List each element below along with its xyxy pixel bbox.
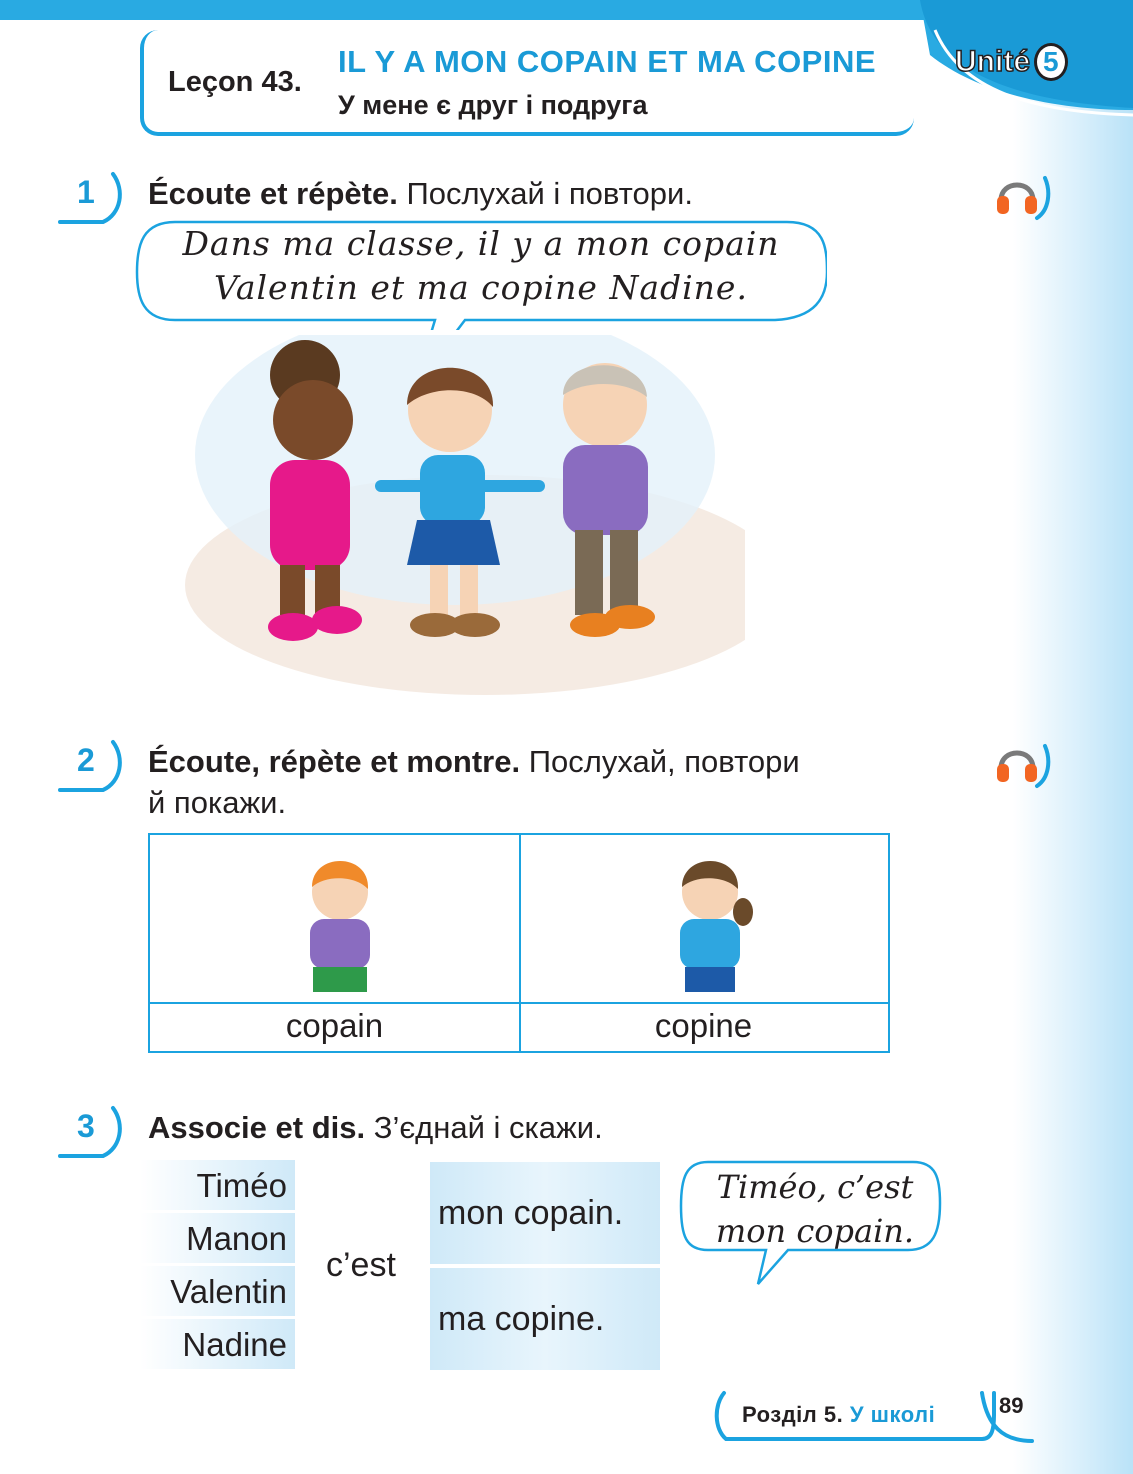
exercise-1-instruction (148, 176, 693, 212)
footer-section-label: Розділ 5. (742, 1402, 844, 1427)
endings-column (430, 1162, 660, 1374)
exercise-2-number: 2 (55, 738, 115, 788)
names-column (140, 1160, 295, 1372)
speech-line-1: Dans ma classe, il y a mon copain (182, 224, 780, 263)
lesson-title-fr: IL Y A MON COPAIN ET MA COPINE (338, 44, 877, 79)
exercise-3-number: 3 (55, 1104, 115, 1154)
exercise-1-number: 1 (55, 170, 115, 220)
name-item[interactable]: Timéo (140, 1160, 295, 1210)
ending-item[interactable]: mon copain. (430, 1162, 660, 1264)
word-copine: copine (654, 1007, 753, 1044)
speech-bubble-text (135, 222, 827, 310)
exercise-3-instruction-uk: З’єднай і скажи. (373, 1110, 603, 1145)
name-item[interactable]: Nadine (140, 1319, 295, 1369)
lesson-title-uk: У мене є друг і подруга (338, 90, 648, 120)
example-text (700, 1165, 930, 1253)
copain-picture[interactable] (285, 847, 395, 997)
connector-cest: c’est (326, 1246, 396, 1284)
word-copain: copain (285, 1007, 384, 1044)
exercise-2-instruction-fr: Écoute, répète et montre. (148, 744, 521, 779)
exercise-3-instruction (148, 1110, 603, 1146)
unit-label: Unité (955, 45, 1030, 78)
headphones-icon[interactable] (993, 170, 1045, 222)
example-line-2: mon copain. (715, 1212, 915, 1250)
table-divider (150, 1002, 888, 1004)
speech-line-2: Valentin et ma copine Nadine. (214, 268, 748, 307)
footer-section-title: У школі (849, 1402, 936, 1427)
exercise-2-instruction-uk: Послухай, повтори (528, 744, 800, 779)
ending-item[interactable]: ma copine. (430, 1268, 660, 1370)
headphones-icon[interactable] (993, 738, 1045, 790)
copine-picture[interactable] (655, 847, 765, 997)
exercise-3-instruction-fr: Associe et dis. (148, 1110, 366, 1145)
exercise-1-instruction-fr: Écoute et répète. (148, 176, 398, 211)
unit-number: 5 (1034, 43, 1068, 81)
lesson-number: Leçon 43. (168, 66, 302, 98)
name-item[interactable]: Valentin (140, 1266, 295, 1316)
name-item[interactable]: Manon (140, 1213, 295, 1263)
children-illustration (185, 335, 745, 705)
exercise-2-instruction (148, 744, 800, 780)
example-line-1: Timéo, c’est (716, 1168, 914, 1206)
word-table (148, 833, 890, 1053)
page-number: 89 (999, 1393, 1024, 1418)
exercise-2-instruction-line2: й покажи. (148, 785, 287, 820)
unit-badge (955, 43, 1068, 81)
exercise-1-instruction-uk: Послухай і повтори. (406, 176, 693, 211)
footer-section (742, 1402, 935, 1428)
